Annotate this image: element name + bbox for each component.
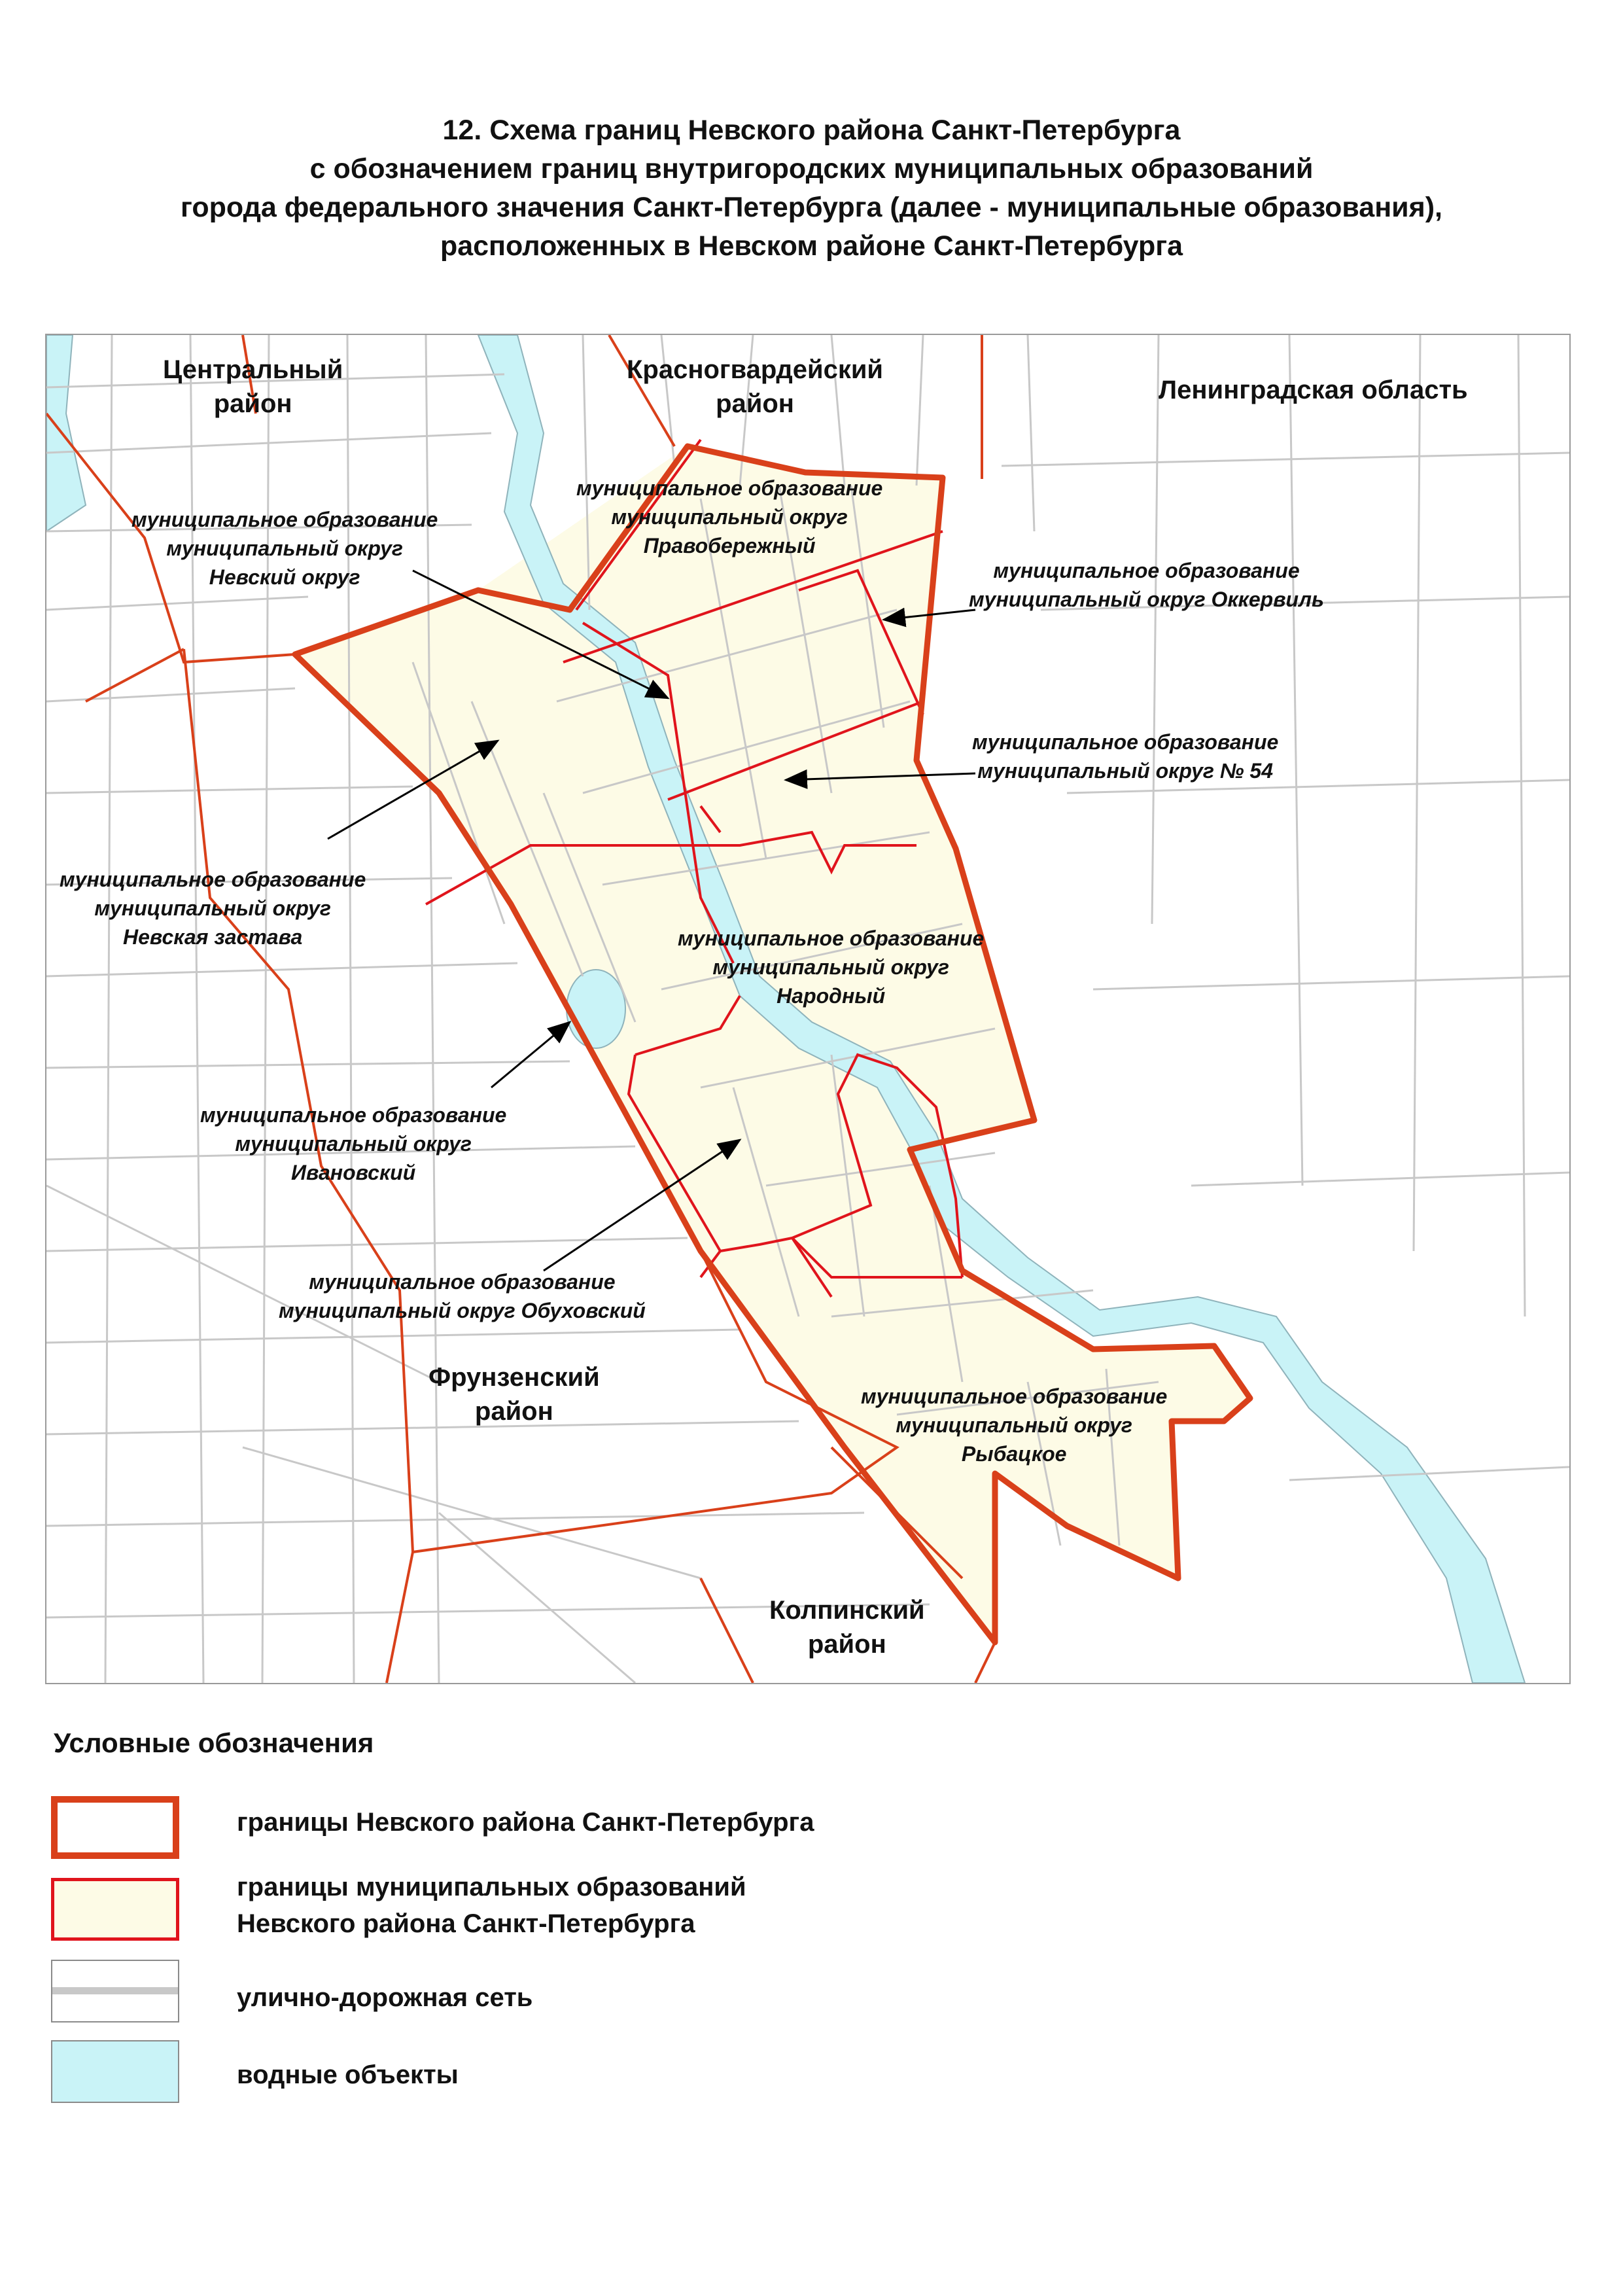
water-top-left [46, 335, 86, 531]
obukhovsky-line1: муниципальное образование [309, 1270, 616, 1294]
district-label-krasnogvard [627, 353, 883, 421]
municipality-label-no54 [972, 728, 1278, 785]
municipality-label-narodny [678, 924, 984, 1010]
legend-road-line [52, 1987, 178, 1994]
district-label-central [163, 353, 343, 421]
district-krasnogvard-line2: район [716, 389, 794, 418]
legend-swatch-water [51, 2040, 179, 2103]
title-line-1: 12. Схема границ Невского района Санкт-Петербурга [442, 115, 1181, 146]
zastava-line3: Невская застава [123, 925, 303, 949]
district-central-line2: район [213, 389, 292, 418]
title-line-4: расположенных в Невском районе Санкт-Петербурга [440, 230, 1183, 262]
nevsky-line2: муниципальный округ [166, 537, 403, 560]
ivanovsky-line3: Ивановский [291, 1161, 416, 1184]
narodny-line1: муниципальное образование [678, 927, 985, 950]
arrow-ivanovsky [491, 1022, 570, 1087]
legend-swatch-municipal-border [51, 1878, 179, 1941]
okkervil-line2: муниципальный округ Оккервиль [969, 588, 1324, 611]
title-line-2: с обозначением границ внутригородских муниципальных образований [309, 153, 1314, 185]
municipality-label-okkervil [969, 556, 1324, 614]
pravoberezhny-line1: муниципальное образование [576, 476, 883, 500]
no54-line1: муниципальное образование [972, 730, 1279, 754]
legend-item-2-line1: границы муниципальных образований [237, 1873, 746, 1901]
legend-item-4-line1: водные объекты [237, 2060, 459, 2089]
rybatskoe-line1: муниципальное образование [861, 1385, 1168, 1408]
municipality-label-zastava [60, 865, 366, 951]
district-kolpino-line1: Колпинский [769, 1596, 925, 1625]
ivanovsky-line1: муниципальное образование [200, 1103, 507, 1127]
lake [567, 970, 625, 1048]
narodny-line2: муниципальный округ [712, 955, 949, 979]
legend-item-2-line2: Невского района Санкт-Петербурга [237, 1909, 695, 1938]
title-line-3: города федерального значения Санкт-Петербурга (далее - муниципальные образования), [181, 192, 1442, 223]
legend-text-roads [237, 1979, 532, 2016]
district-frunze-line1: Фрунзенский [428, 1363, 600, 1392]
district-label-kolpino [769, 1593, 925, 1661]
municipality-label-pravoberezhny [576, 474, 882, 560]
narodny-line3: Народный [777, 984, 886, 1008]
municipality-label-rybatskoe [861, 1382, 1167, 1468]
zastava-line1: муниципальное образование [60, 868, 366, 891]
district-frunze-line2: район [474, 1397, 553, 1426]
okkervil-line1: муниципальное образование [993, 559, 1300, 582]
legend-item-1-line1: границы Невского района Санкт-Петербурга [237, 1808, 814, 1837]
district-central-line1: Центральный [163, 355, 343, 384]
district-label-frunze [428, 1360, 600, 1428]
legend-title: Условные обозначения [54, 1727, 374, 1758]
district-kolpino-line2: район [807, 1630, 886, 1659]
legend-text-water [237, 2057, 459, 2093]
municipality-label-nevsky [131, 505, 438, 592]
municipality-label-ivanovsky [200, 1101, 506, 1187]
map-title [0, 111, 1623, 266]
district-label-leningrad [1159, 373, 1468, 407]
legend-swatch-roads [51, 1960, 179, 2022]
legend-text-municipal-border [237, 1869, 746, 1942]
rybatskoe-line2: муниципальный округ [896, 1413, 1132, 1437]
nevsky-line3: Невский округ [209, 565, 360, 589]
municipality-label-obukhovsky [279, 1267, 646, 1325]
zastava-line2: муниципальный округ [94, 896, 331, 920]
legend-item-3-line1: улично-дорожная сеть [237, 1983, 533, 2012]
pravoberezhny-line2: муниципальный округ [611, 505, 848, 529]
no54-line2: муниципальный округ № 54 [977, 759, 1273, 783]
district-leningrad-line1: Ленинградская область [1159, 376, 1468, 404]
legend-text-district-border [237, 1804, 814, 1841]
ivanovsky-line2: муниципальный округ [235, 1132, 472, 1156]
district-krasnogvard-line1: Красногвардейский [627, 355, 884, 384]
map-frame [45, 334, 1571, 1684]
nevsky-line1: муниципальное образование [131, 508, 438, 531]
obukhovsky-line2: муниципальный округ Обуховский [279, 1299, 646, 1322]
legend-swatch-district-border [51, 1796, 179, 1859]
rybatskoe-line3: Рыбацкое [961, 1442, 1067, 1466]
pravoberezhny-line3: Правобережный [643, 534, 816, 557]
